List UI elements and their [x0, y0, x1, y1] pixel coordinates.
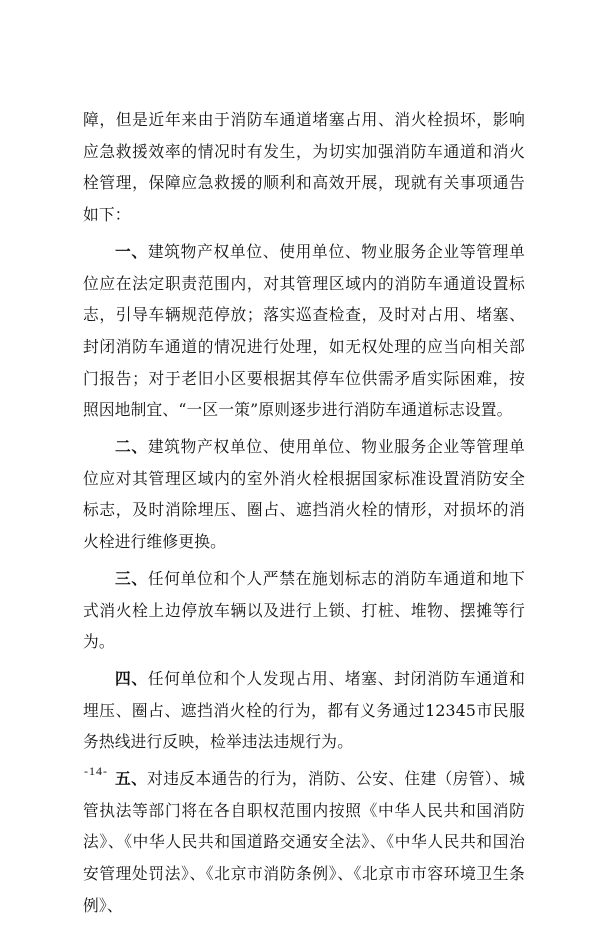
- paragraph-item-2: [83, 431, 525, 558]
- item-number: 四、: [115, 668, 148, 688]
- item-number: 二、: [115, 437, 148, 457]
- item-number: 一、: [115, 241, 148, 261]
- paragraph-item-4: [83, 663, 525, 758]
- paragraph-item-3: [83, 563, 525, 658]
- item-number: 三、: [115, 568, 148, 588]
- paragraph-text: 对违反本通告的行为，消防、公安、住建（房管）、城管执法等部门将在各自职权范围内按照《中华人民共和国消防法》、《中华人民共和国道路交通安全法》、《中华人民共和国治安管理处罚法》、《北京市消防条例》、《北京市市容环境卫生条例》、: [83, 769, 525, 915]
- paragraph-continuation: [83, 104, 525, 231]
- paragraph-text: 任何单位和个人严禁在施划标志的消防车通道和地下式消火栓上边停放车辆以及进行上锁、打桩、堆物、摆摊等行为。: [83, 568, 525, 652]
- paragraph-item-1: [83, 236, 525, 426]
- paragraph-item-5: [83, 763, 525, 922]
- body-text: [83, 104, 525, 927]
- paragraph-text: 任何单位和个人发现占用、堵塞、封闭消防车通道和埋压、圈占、遮挡消火栓的行为，都有义务通过12345市民服务热线进行反映，检举违法违规行为。: [83, 668, 525, 752]
- paragraph-text: 建筑物产权单位、使用单位、物业服务企业等管理单位应在法定职责范围内，对其管理区域内的消防车通道设置标志，引导车辆规范停放；落实巡查检查，及时对占用、堵塞、封闭消防车通道的情况进行处理，如无权处理的应当向相关部门报告；对于老旧小区要根据其停车位供需矛盾实际困难，按照因地制宜、“一区一策”原则逐步进行消防车通道标志设置。: [83, 241, 525, 420]
- item-number: 五、: [115, 769, 148, 789]
- page-number: -14-: [84, 764, 108, 778]
- paragraph-text: 建筑物产权单位、使用单位、物业服务企业等管理单位应对其管理区域内的室外消火栓根据国家标准设置消防安全标志，及时消除埋压、圈占、遮挡消火栓的情形，对损坏的消火栓进行维修更换。: [83, 437, 525, 552]
- paragraph-text: 障，但是近年来由于消防车通道堵塞占用、消火栓损坏，影响应急救援效率的情况时有发生，为切实加强消防车通道和消火栓管理，保障应急救援的顺利和高效开展，现就有关事项通告如下：: [83, 110, 525, 225]
